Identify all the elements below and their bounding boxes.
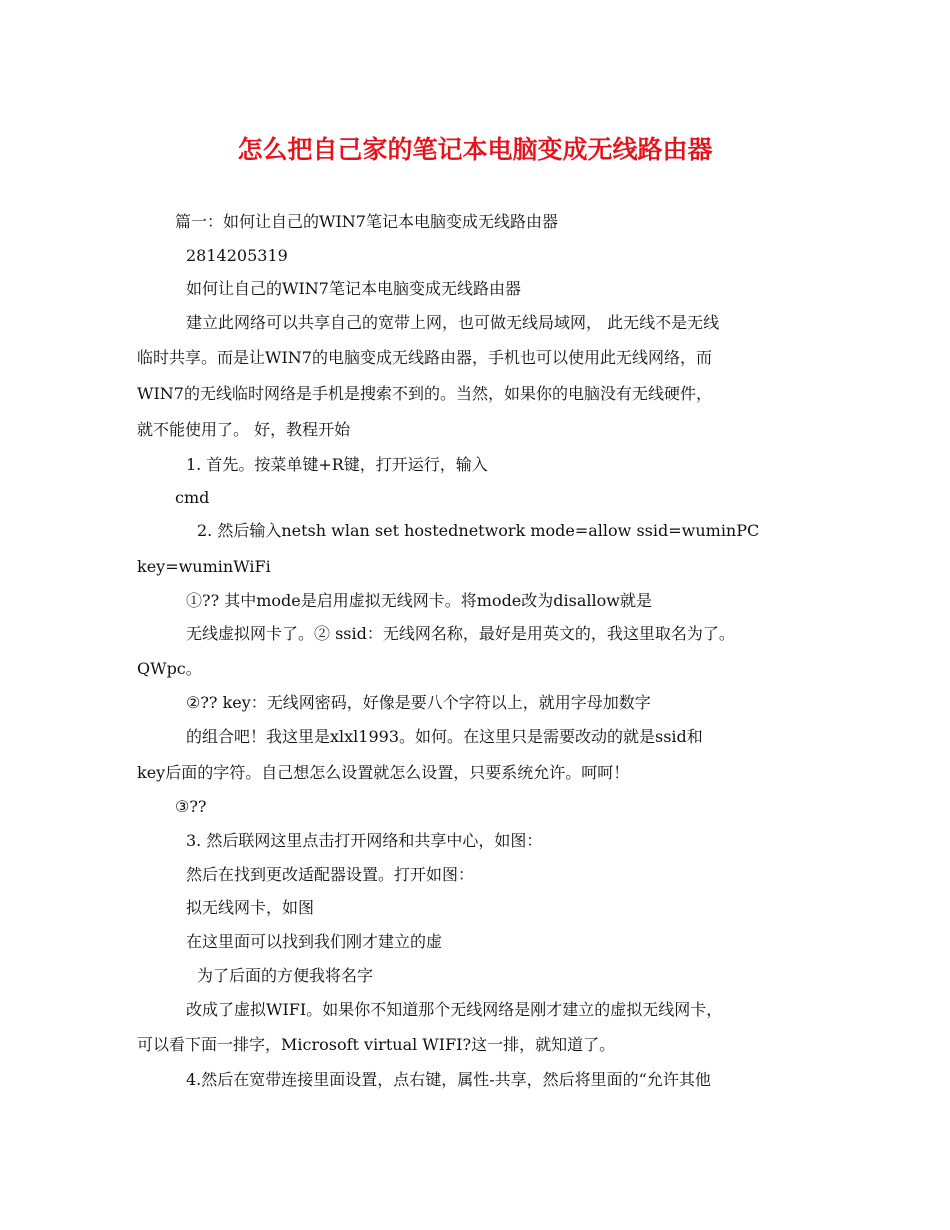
text-line: 建立此网络可以共享自己的宽带上网，也可做无线局域网， 此无线不是无线 (186, 313, 720, 332)
text-line: QWpc。 (137, 659, 202, 678)
text-line: ②?? key：无线网密码，好像是要八个字符以上，就用字母加数字 (186, 693, 651, 712)
text-line: 4.然后在宽带连接里面设置，点右键，属性-共享，然后将里面的“允许其他 (186, 1070, 711, 1089)
text-line: 篇一：如何让自己的WIN7笔记本电脑变成无线路由器 (175, 212, 558, 231)
text-line: key后面的字符。自己想怎么设置就怎么设置，只要系统允许。呵呵！ (137, 763, 630, 782)
text-line: 为了后面的方便我将名字 (197, 966, 374, 985)
text-line: 拟无线网卡，如图 (186, 898, 315, 917)
text-line: 改成了虚拟WIFI。如果你不知道那个无线网络是刚才建立的虚拟无线网卡， (186, 1000, 723, 1019)
text-line: ③?? (175, 797, 207, 816)
text-line: 临时共享。而是让WIN7的电脑变成无线路由器，手机也可以使用此无线网络，而 (137, 348, 712, 367)
text-line: WIN7的无线临时网络是手机是搜索不到的。当然，如果你的电脑没有无线硬件， (137, 384, 712, 403)
text-line: 1. 首先。按菜单键+R键，打开运行，输入 (186, 455, 488, 474)
text-line: 2. 然后输入netsh wlan set hostednetwork mode=allow ssid=wuminPC (197, 521, 760, 540)
text-line: ①?? 其中mode是启用虚拟无线网卡。将mode改为disallow就是 (186, 591, 652, 610)
text-line: 无线虚拟网卡了。② ssid：无线网名称，最好是用英文的，我这里取名为了。 (186, 624, 735, 643)
text-line: key=wuminWiFi (137, 557, 271, 576)
text-line: 然后在找到更改适配器设置。打开如图： (186, 865, 475, 884)
text-line: 就不能使用了。 好，教程开始 (137, 420, 351, 439)
text-line: 可以看下面一排字，Microsoft virtual WIFI?这一排，就知道了。 (137, 1035, 616, 1054)
text-line: cmd (175, 488, 210, 507)
text-line: 3. 然后联网这里点击打开网络和共享中心，如图： (186, 831, 543, 850)
text-line: 如何让自己的WIN7笔记本电脑变成无线路由器 (186, 279, 521, 298)
text-line: 的组合吧！我这里是xlxl1993。如何。在这里只是需要改动的就是ssid和 (186, 727, 703, 746)
document-title: 怎么把自己家的笔记本电脑变成无线路由器 (237, 135, 713, 164)
text-line: 2814205319 (186, 246, 288, 265)
text-line: 在这里面可以找到我们刚才建立的虚 (186, 932, 443, 951)
